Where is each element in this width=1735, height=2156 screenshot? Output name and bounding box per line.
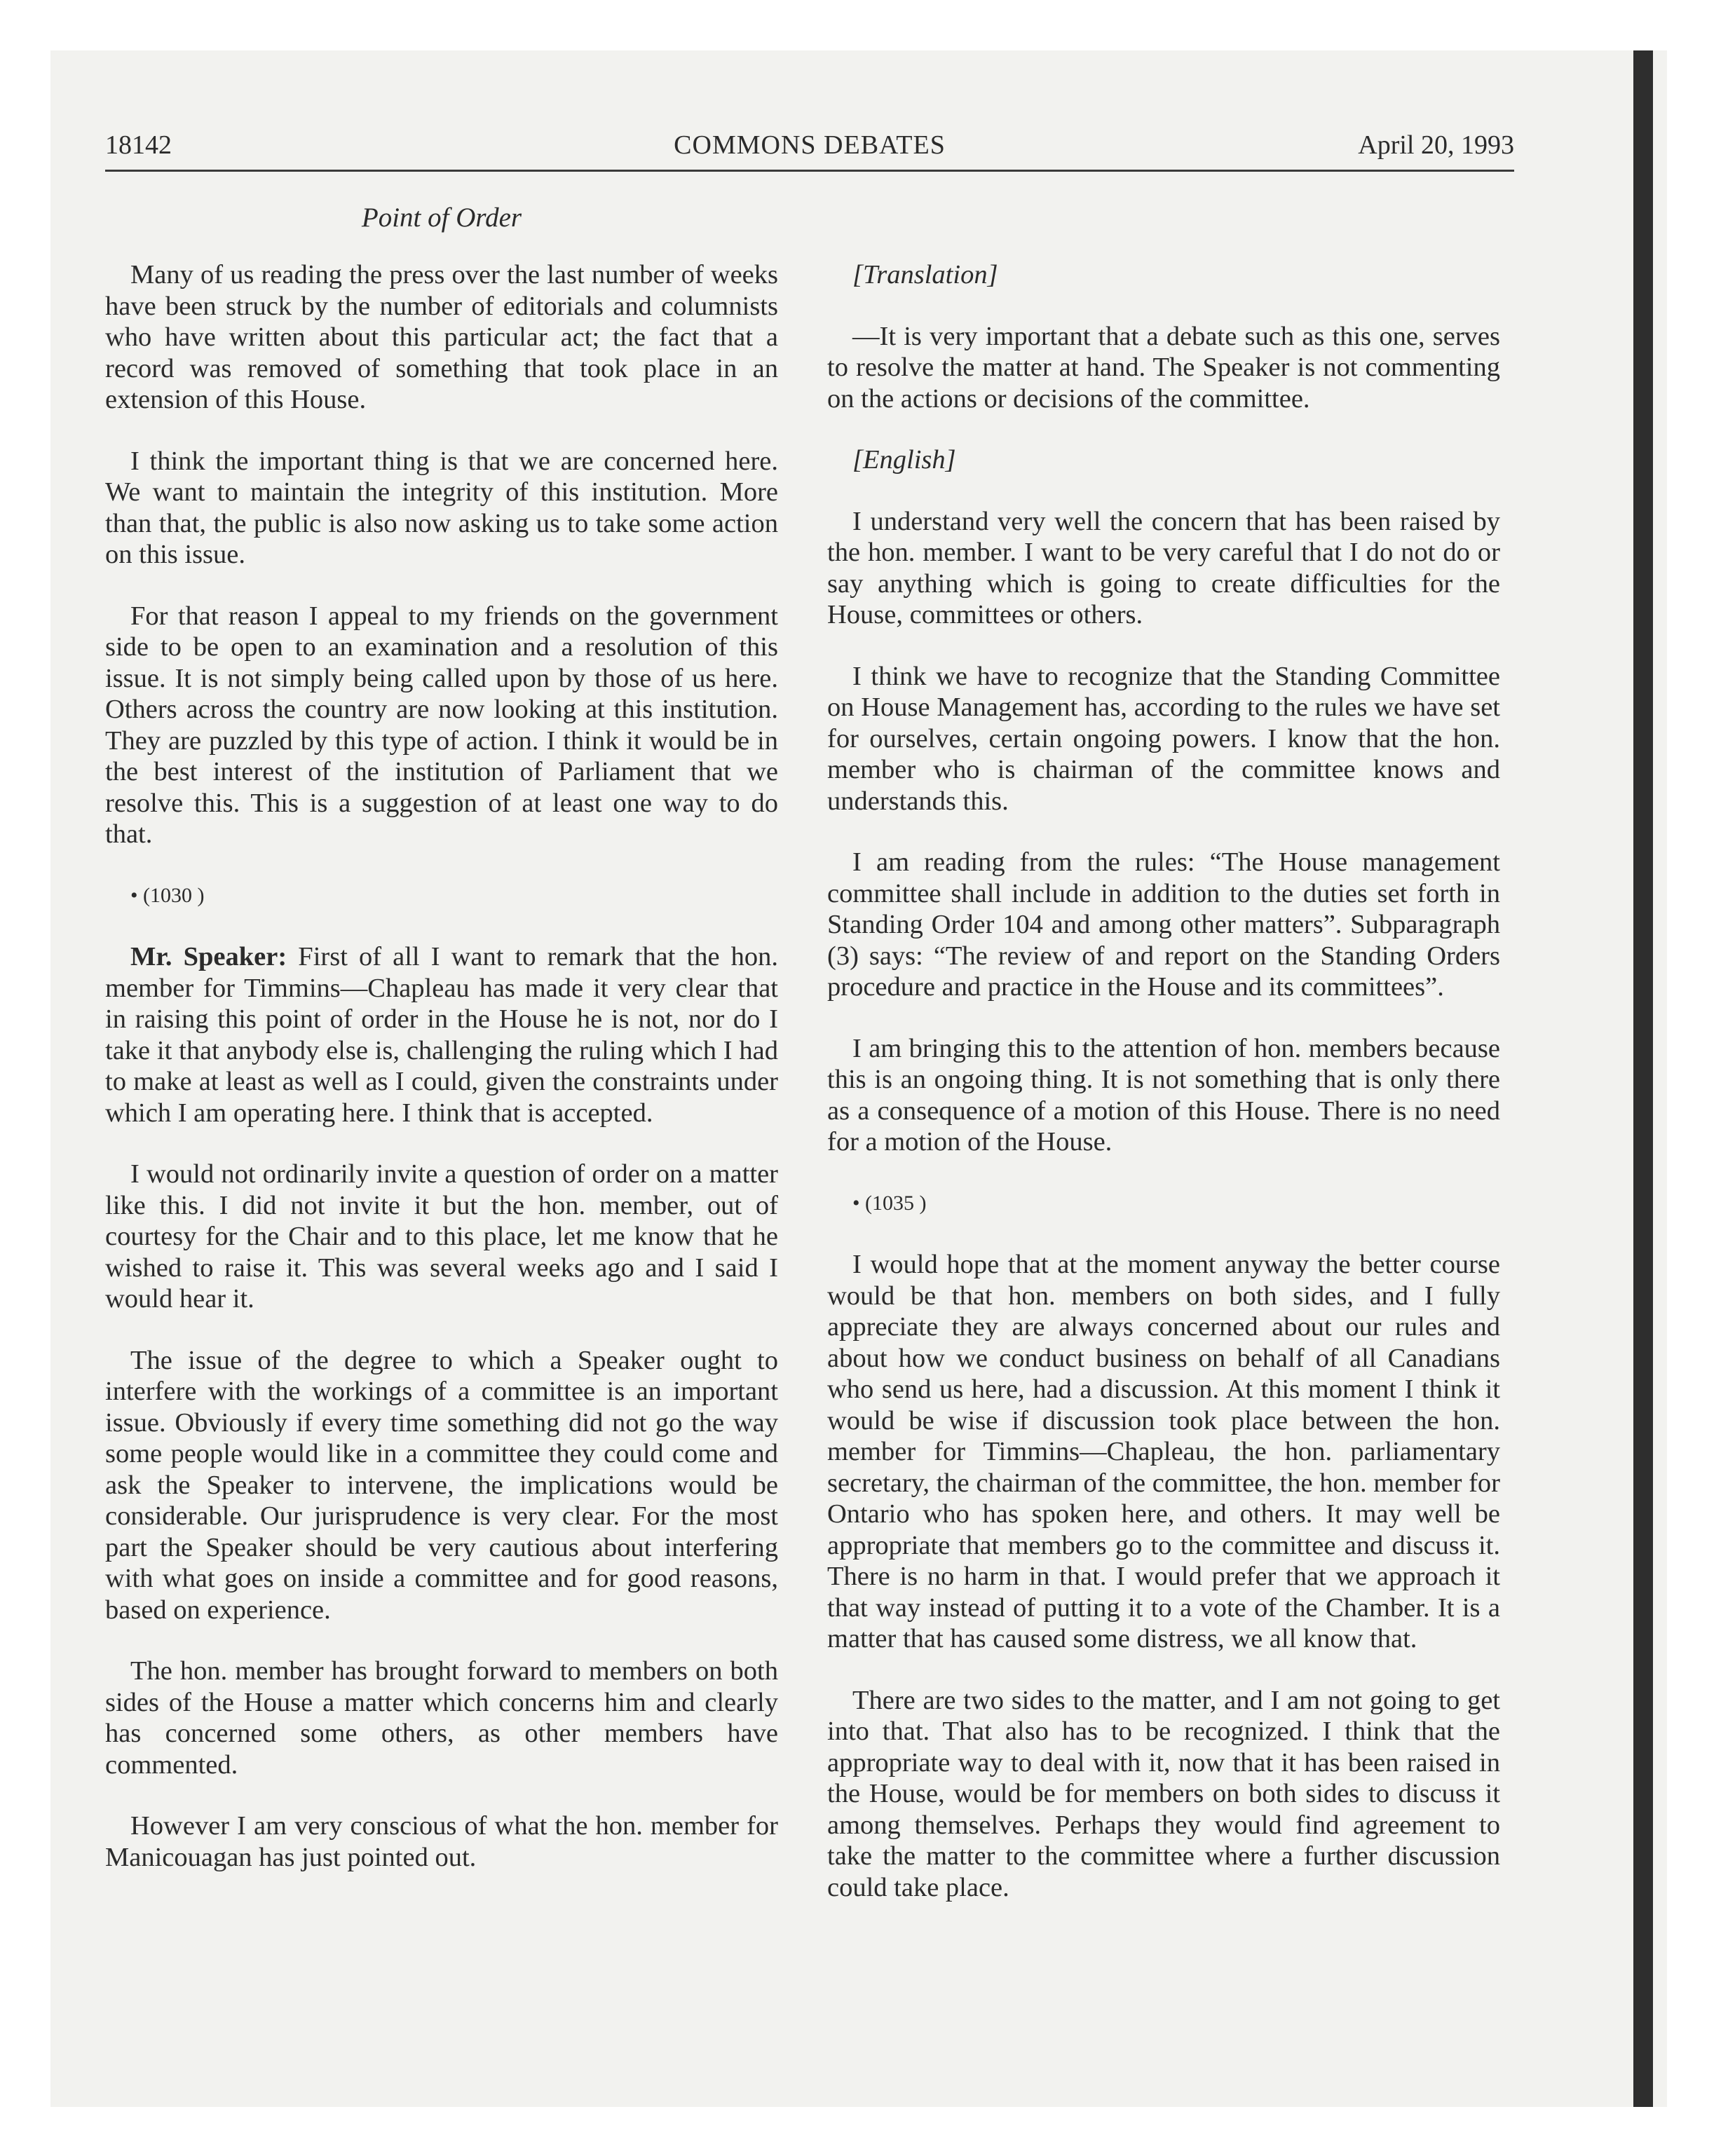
- speaker-name: Mr. Speaker:: [130, 942, 287, 971]
- paragraph: I think we have to recognize that the Standing Committee on House Management has, according to the rules we have set for ourselves, certain ongoing powers. I know that the hon. member who is chairman of the committee knows and understands this.: [827, 661, 1500, 816]
- timestamp-marker: • (1035 ): [852, 1191, 927, 1215]
- right-column: [827, 259, 1500, 1933]
- speaker-paragraph: [105, 941, 778, 1128]
- language-marker: [English]: [852, 445, 956, 475]
- section-title: Point of Order: [361, 203, 522, 233]
- paragraph: —It is very important that a debate such as this one, serves to resolve the matter at hand. The Speaker is not commenting on the actions or decisions of the committee.: [827, 321, 1500, 414]
- page-number: 18142: [105, 130, 172, 160]
- paragraph: I think the important thing is that we are concerned here. We want to maintain the integrity of this institution. More than that, the public is also now asking us to take some action on this issue.: [105, 446, 778, 569]
- paragraph: I would not ordinarily invite a question of order on a matter like this. I did not invite it but the hon. member, out of courtesy for the Chair and to this place, let me know that he wished to raise it. This was several weeks ago and I said I would hear it.: [105, 1159, 778, 1314]
- paragraph: I would hope that at the moment anyway the better course would be that hon. members on both sides, and I fully appreciate they are always concerned about our rules and about how we conduct business on behalf of all Canadians who send us here, had a discussion. At this moment I think it would be wise if discussion took place between the hon. member for Timmins—Chapleau, the hon. parliamentary secretary, the chairman of the committee, the hon. member for Ontario who has spoken here, and others. It may well be appropriate that members go to the committee and discuss it. There is no harm in that. I would prefer that we approach it that way instead of putting it to a vote of the Chamber. It is a matter that has caused some distress, we all know that.: [827, 1250, 1500, 1653]
- paragraph: I am reading from the rules: “The House management committee shall include in addition to the duties set forth in Standing Order 104 and among other matters”. Subparagraph (3) says: “The review of and report on the Standing Orders procedure and practice in the House and its committees”.: [827, 847, 1500, 1002]
- paragraph: However I am very conscious of what the hon. member for Manicouagan has just pointed out.: [105, 1811, 778, 1872]
- paragraph: I am bringing this to the attention of hon. members because this is an ongoing thing. It is not something that is only there as a consequence of a motion of this House. There is no need for a motion of the House.: [827, 1033, 1500, 1157]
- paragraph: There are two sides to the matter, and I am not going to get into that. That also has to be recognized. I think that the appropriate way to deal with it, now that it has been raised in the House, would be for members on both sides to discuss it among themselves. Perhaps they would find agreement to take the matter to the committee where a further discussion could take place.: [827, 1685, 1500, 1902]
- left-column: [105, 259, 778, 1903]
- paragraph: For that reason I appeal to my friends on the government side to be open to an examination and a resolution of this issue. It is not simply being called upon by those of us here. Others across the country are now looking at this institution. They are puzzled by this type of action. I think it would be in the best interest of the institution of Parliament that we resolve this. This is a suggestion of at least one way to do that.: [105, 601, 778, 849]
- publication-title: COMMONS DEBATES: [674, 130, 946, 160]
- speaker-text: First of all I want to remark that the hon. member for Timmins—Chapleau has made it very clear that in raising this point of order in the House he is not, nor do I take it that anybody else is, challenging the ruling which I had to make at least as well as I could, given the constraints under which I am operating here. I think that is accepted.: [105, 942, 779, 1128]
- header-rule: [105, 170, 1514, 172]
- paragraph: Many of us reading the press over the last number of weeks have been struck by the number of editorials and columnists who have written about this particular act; the fact that a record was removed of something that took place in an extension of this House.: [105, 260, 778, 414]
- scan-edge-shadow: [1633, 50, 1653, 2107]
- paragraph: The issue of the degree to which a Speaker ought to interfere with the workings of a committee is an important issue. Obviously if every time something did not go the way some people would like in a committee they could come and ask the Speaker to intervene, the implications would be considerable. Our jurisprudence is very clear. For the most part the Speaker should be very cautious about interfering with what goes on inside a committee and for good reasons, based on experience.: [105, 1345, 778, 1625]
- paragraph: The hon. member has brought forward to members on both sides of the House a matter which concerns him and clearly has concerned some others, as other members have commented.: [105, 1656, 778, 1780]
- page-header: [105, 130, 1514, 172]
- publication-date: April 20, 1993: [1358, 130, 1514, 160]
- paragraph: I understand very well the concern that has been raised by the hon. member. I want to be very careful that I do not do or say anything which is going to create difficulties for the House, committees or others.: [827, 506, 1500, 629]
- language-marker: [Translation]: [852, 260, 998, 289]
- timestamp-marker: • (1030 ): [130, 883, 205, 907]
